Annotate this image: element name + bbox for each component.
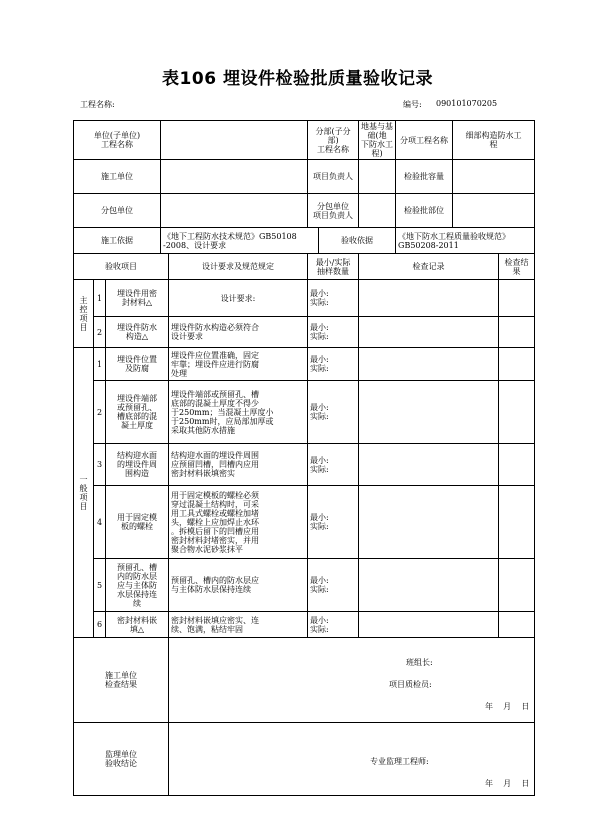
item-result[interactable] [499, 486, 535, 559]
basis-value: 《地下工程防水技术规范》GB50108 -2008、设计要求 [161, 228, 319, 254]
sub-pm-value[interactable] [359, 194, 396, 228]
supervision-label: 监理单位 验收结论 [74, 723, 169, 796]
item-name: 密封材料嵌 填△ [106, 612, 169, 638]
item-result[interactable] [499, 348, 535, 381]
col-result: 检查结 果 [499, 254, 535, 280]
col-sample: 最小/实际 抽样数量 [308, 254, 359, 280]
item-label: 分项工程名称 [396, 121, 453, 160]
item-no: 6 [94, 612, 106, 638]
supervision-area[interactable] [169, 723, 535, 796]
item-no: 4 [94, 486, 106, 559]
table-row [74, 444, 535, 486]
construction-check-label: 施工单位 检查结果 [74, 638, 169, 723]
item-requirement: 设计要求: [169, 280, 308, 317]
col-design: 设计要求及规范规定 [169, 254, 308, 280]
item-sample: 最小: 实际: [308, 612, 359, 638]
general-group-label: 一 般 项 目 [74, 348, 94, 638]
item-name: 结构迎水面 的埋设件周 围构造 [106, 444, 169, 486]
item-requirement: 埋设件应位置准确，固定 牢靠；埋设件应进行防腐 处理 [169, 348, 308, 381]
team-leader-label: 班组长: [406, 658, 433, 667]
table-row [74, 280, 535, 317]
basis-label: 施工依据 [74, 228, 161, 254]
constructor-label: 施工单位 [74, 160, 161, 194]
item-requirement: 埋设件防水构造必须符合 设计要求 [169, 317, 308, 348]
item-name: 埋设件用密 封材料△ [106, 280, 169, 317]
construction-date: 年 月 日 [485, 702, 530, 711]
pm-value[interactable] [359, 160, 396, 194]
item-sample: 最小: 实际: [308, 348, 359, 381]
inspection-form [73, 120, 535, 796]
item-sample: 最小: 实际: [308, 486, 359, 559]
item-sample: 最小: 实际: [308, 559, 359, 612]
item-record[interactable] [359, 486, 499, 559]
supervision-date: 年 月 日 [485, 779, 530, 788]
sub-pm-label: 分包单位 项目负责人 [308, 194, 359, 228]
item-record[interactable] [359, 559, 499, 612]
subcontractor-label: 分包单位 [74, 194, 161, 228]
item-requirement: 埋设件端部或预留孔、槽 底部的混凝土厚度不得少 于250mm；当混凝土厚度小 于250mm时，应局部加厚或 采取其他防水措施 [169, 381, 308, 444]
item-name: 用于固定模 板的螺栓 [106, 486, 169, 559]
item-result[interactable] [499, 444, 535, 486]
project-name-label: 工程名称: [80, 100, 115, 109]
quality-inspector-label: 项目质检员: [389, 680, 432, 689]
item-no: 1 [94, 348, 106, 381]
item-result[interactable] [499, 612, 535, 638]
item-name: 预留孔、槽 内的防水层 应与主体防 水层保持连 续 [106, 559, 169, 612]
item-no: 3 [94, 444, 106, 486]
capacity-label: 检验批容量 [396, 160, 453, 194]
construction-check-area[interactable] [169, 638, 535, 723]
item-no: 1 [94, 280, 106, 317]
supervising-engineer-label: 专业监理工程师: [370, 757, 429, 766]
constructor-value[interactable] [161, 160, 308, 194]
item-no: 5 [94, 559, 106, 612]
subcontractor-value[interactable] [161, 194, 308, 228]
part-label: 检验批部位 [396, 194, 453, 228]
code-value: 090101070205 [436, 99, 498, 108]
item-sample: 最小: 实际: [308, 317, 359, 348]
sub-value: 地基与基础(地 下防水工程) [359, 121, 396, 160]
sub-label: 分部(子分部) 工程名称 [308, 121, 359, 160]
item-record[interactable] [359, 444, 499, 486]
item-record[interactable] [359, 348, 499, 381]
item-no: 2 [94, 317, 106, 348]
item-requirement: 结构迎水面的埋设件周围 应预留凹槽，凹槽内应用 密封材料嵌填密实 [169, 444, 308, 486]
item-requirement: 用于固定模板的螺栓必须 穿过混凝土结构时，可采 用工具式螺栓或螺栓加堵 头，螺栓上应加焊止水环 。拆模后留下的凹槽应用 密封材料封堵密实，并用 聚合物水泥砂浆抹平 [169, 486, 308, 559]
unit-value[interactable] [161, 121, 308, 160]
main-group-label: 主 控 项 目 [74, 280, 94, 348]
item-result[interactable] [499, 559, 535, 612]
item-result[interactable] [499, 317, 535, 348]
table-row [74, 612, 535, 638]
item-requirement: 密封材料嵌填应密实、连 续、饱满，粘结牢固 [169, 612, 308, 638]
item-result[interactable] [499, 280, 535, 317]
item-requirement: 预留孔、槽内的防水层应 与主体防水层保持连续 [169, 559, 308, 612]
item-result[interactable] [499, 381, 535, 444]
item-sample: 最小: 实际: [308, 280, 359, 317]
item-sample: 最小: 实际: [308, 444, 359, 486]
table-row [74, 381, 535, 444]
acceptance-basis-label: 验收依据 [319, 228, 396, 254]
table-row [74, 348, 535, 381]
col-record: 检查记录 [359, 254, 499, 280]
item-record[interactable] [359, 317, 499, 348]
item-sample: 最小: 实际: [308, 381, 359, 444]
item-no: 2 [94, 381, 106, 444]
pm-label: 项目负责人 [308, 160, 359, 194]
unit-label: 单位(子单位) 工程名称 [74, 121, 161, 160]
item-record[interactable] [359, 612, 499, 638]
item-name: 埋设件端部 或预留孔、 槽底部的混 凝土厚度 [106, 381, 169, 444]
item-record[interactable] [359, 381, 499, 444]
item-name: 埋设件位置 及防腐 [106, 348, 169, 381]
col-item: 验收项目 [74, 254, 169, 280]
capacity-value[interactable] [453, 160, 535, 194]
table-row [74, 559, 535, 612]
page-title: 表106 埋设件检验批质量验收记录 [162, 69, 433, 89]
acceptance-basis-value: 《地下防水工程质量验收规范》 GB50208-2011 [396, 228, 535, 254]
item-name: 埋设件防水 构造△ [106, 317, 169, 348]
table-row [74, 317, 535, 348]
code-label: 编号: [403, 100, 422, 109]
item-record[interactable] [359, 280, 499, 317]
part-value[interactable] [453, 194, 535, 228]
item-value: 细部构造防水工 程 [453, 121, 535, 160]
table-row [74, 486, 535, 559]
